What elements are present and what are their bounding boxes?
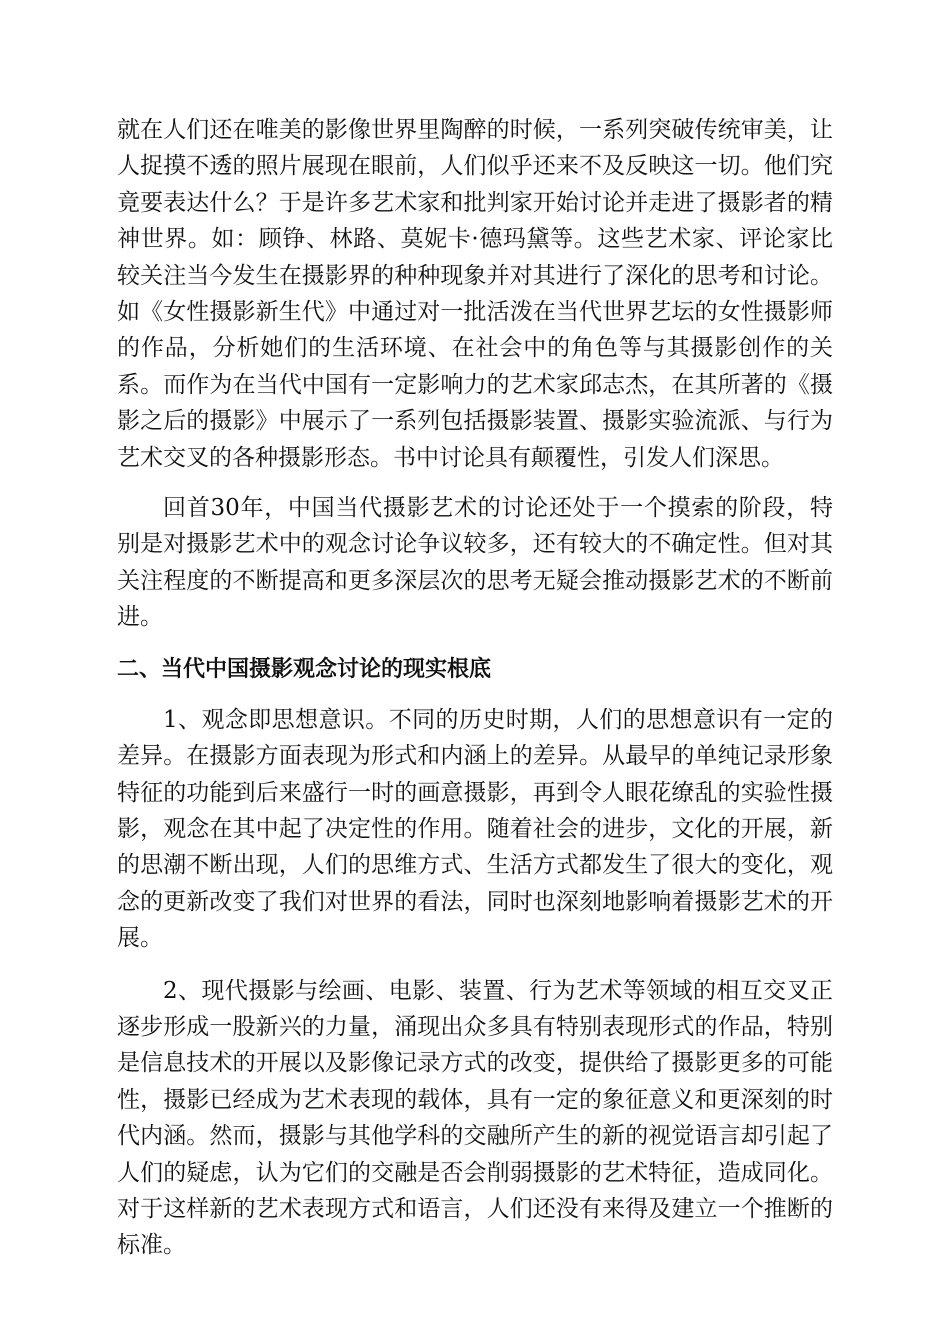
section-paragraph-1: 1、观念即思想意识。不同的历史时期，人们的思想意识有一定的差异。在摄影方面表现为形式和内涵上的差异。从最早的单纯记录形象特征的功能到后来盛行一时的画意摄影，再到令人眼花缭乱的实验性摄影，观念在其中起了决定性的作用。随着社会的进步，文化的开展，新的思潮不断出现，人们的思维方式、生活方式都发生了很大的变化，观念的更新改变了我们对世界的看法，同时也深刻地影响着摄影艺术的开展。: [117, 706, 833, 952]
body-paragraph-1: 就在人们还在唯美的影像世界里陶醉的时候，一系列突破传统审美，让人捉摸不透的照片展现在眼前，人们似乎还来不及反映这一切。他们究竟要表达什么？于是许多艺术家和批判家开始讨论并走进了摄影者的精神世界。如：顾铮、林路、莫妮卡·德玛黛等。这些艺术家、评论家比较关注当今发生在摄影界的种种现象并对其进行了深化的思考和讨论。如《女性摄影新生代》中通过对一批活泼在当代世界艺坛的女性摄影师的作品，分析她们的生活环境、在社会中的角色等与其摄影创作的关系。而作为在当代中国有一定影响力的艺术家邱志杰，在其所著的《摄影之后的摄影》中展示了一系列包括摄影装置、摄影实验流派、与行为艺术交叉的各种摄影形态。书中讨论具有颠覆性，引发人们深思。: [117, 117, 833, 471]
section-paragraph-2: 2、现代摄影与绘画、电影、装置、行为艺术等领域的相互交叉正逐步形成一股新兴的力量，涌现出众多具有特别表现形式的作品，特别是信息技术的开展以及影像记录方式的改变，提供给了摄影更多的可能性，摄影已经成为艺术表现的载体，具有一定的象征意义和更深刻的时代内涵。然而，摄影与其他学科的交融所产生的新的视觉语言却引起了人们的疑虑，认为它们的交融是否会削弱摄影的艺术特征，造成同化。对于这样新的艺术表现方式和语言，人们还没有来得及建立一个推断的标准。: [117, 977, 833, 1259]
document-page: [117, 112, 833, 1264]
body-paragraph-2: 回首30年，中国当代摄影艺术的讨论还处于一个摸索的阶段，特别是对摄影艺术中的观念讨论争议较多，还有较大的不确定性。但对其关注程度的不断提高和更多深层次的思考无疑会推动摄影艺术的不断前进。: [117, 495, 833, 631]
section-heading: 二、当代中国摄影观念讨论的现实根底: [117, 656, 492, 682]
